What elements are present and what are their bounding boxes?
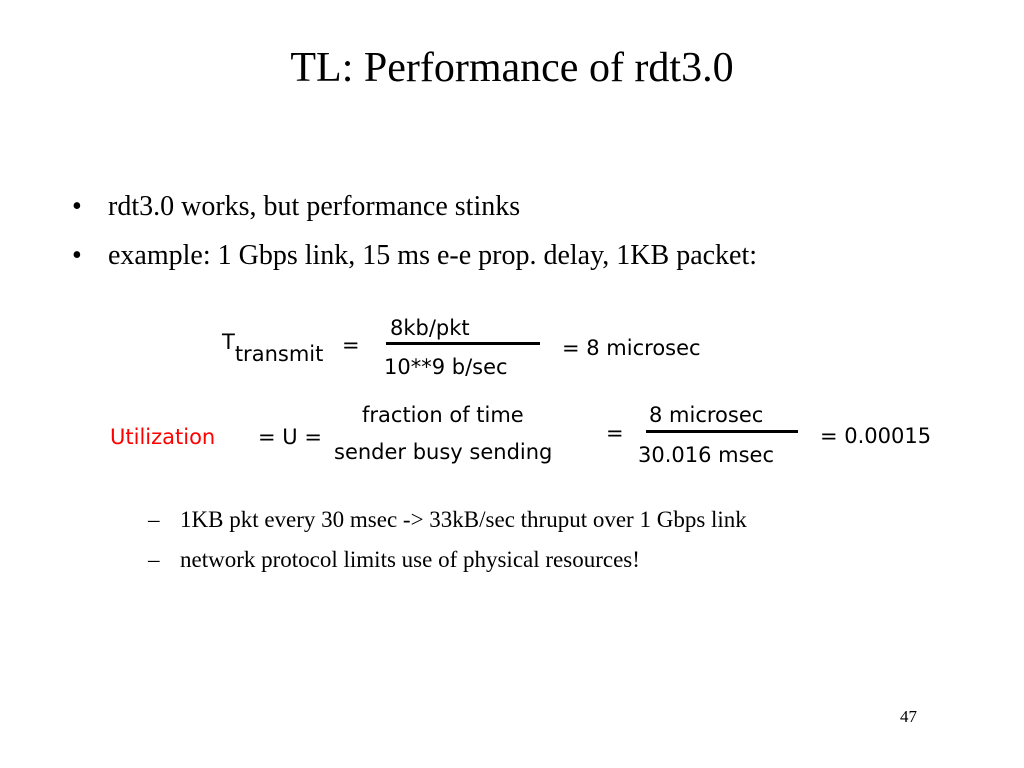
utilization-result: = 0.00015 — [820, 424, 932, 448]
transmit-denominator: 10**9 b/sec — [384, 355, 508, 379]
transmit-fraction-line — [386, 342, 540, 345]
sub-bullet-mark: – — [148, 507, 160, 532]
msec-denominator: 30.016 msec — [638, 443, 775, 467]
page-number: 47 — [900, 707, 917, 726]
utilization-numerator: fraction of time — [362, 403, 524, 427]
transmit-equals: = — [342, 333, 360, 357]
sub-bullet-item — [148, 546, 640, 574]
utilization-equals: = — [606, 421, 624, 445]
microsec-numerator: 8 microsec — [649, 403, 764, 427]
bullet-mark: • — [72, 191, 82, 222]
transmit-numerator: 8kb/pkt — [390, 316, 470, 340]
transmit-symbol: Ttransmit — [222, 330, 324, 366]
transmit-subscript: transmit — [234, 342, 324, 366]
bullet-text: rdt3.0 works, but performance stinks — [108, 191, 521, 222]
utilization-fraction-line — [646, 430, 798, 433]
sub-bullet-text: network protocol limits use of physical resources! — [180, 547, 640, 572]
bullet-item — [72, 190, 520, 224]
slide-title: TL: Performance of rdt3.0 — [290, 45, 734, 91]
bullet-mark: • — [72, 240, 82, 271]
utilization-denominator: sender busy sending — [334, 440, 553, 464]
utilization-label: Utilization — [110, 425, 216, 449]
sub-bullet-mark: – — [148, 547, 160, 572]
sub-bullet-text: 1KB pkt every 30 msec -> 33kB/sec thruput over 1 Gbps link — [180, 507, 747, 532]
sub-bullet-item — [148, 506, 747, 534]
bullet-text: example: 1 Gbps link, 15 ms e-e prop. delay, 1KB packet: — [108, 240, 758, 271]
transmit-result: = 8 microsec — [562, 336, 701, 360]
u-equals: = U = — [258, 425, 322, 449]
bullet-item — [72, 239, 757, 273]
